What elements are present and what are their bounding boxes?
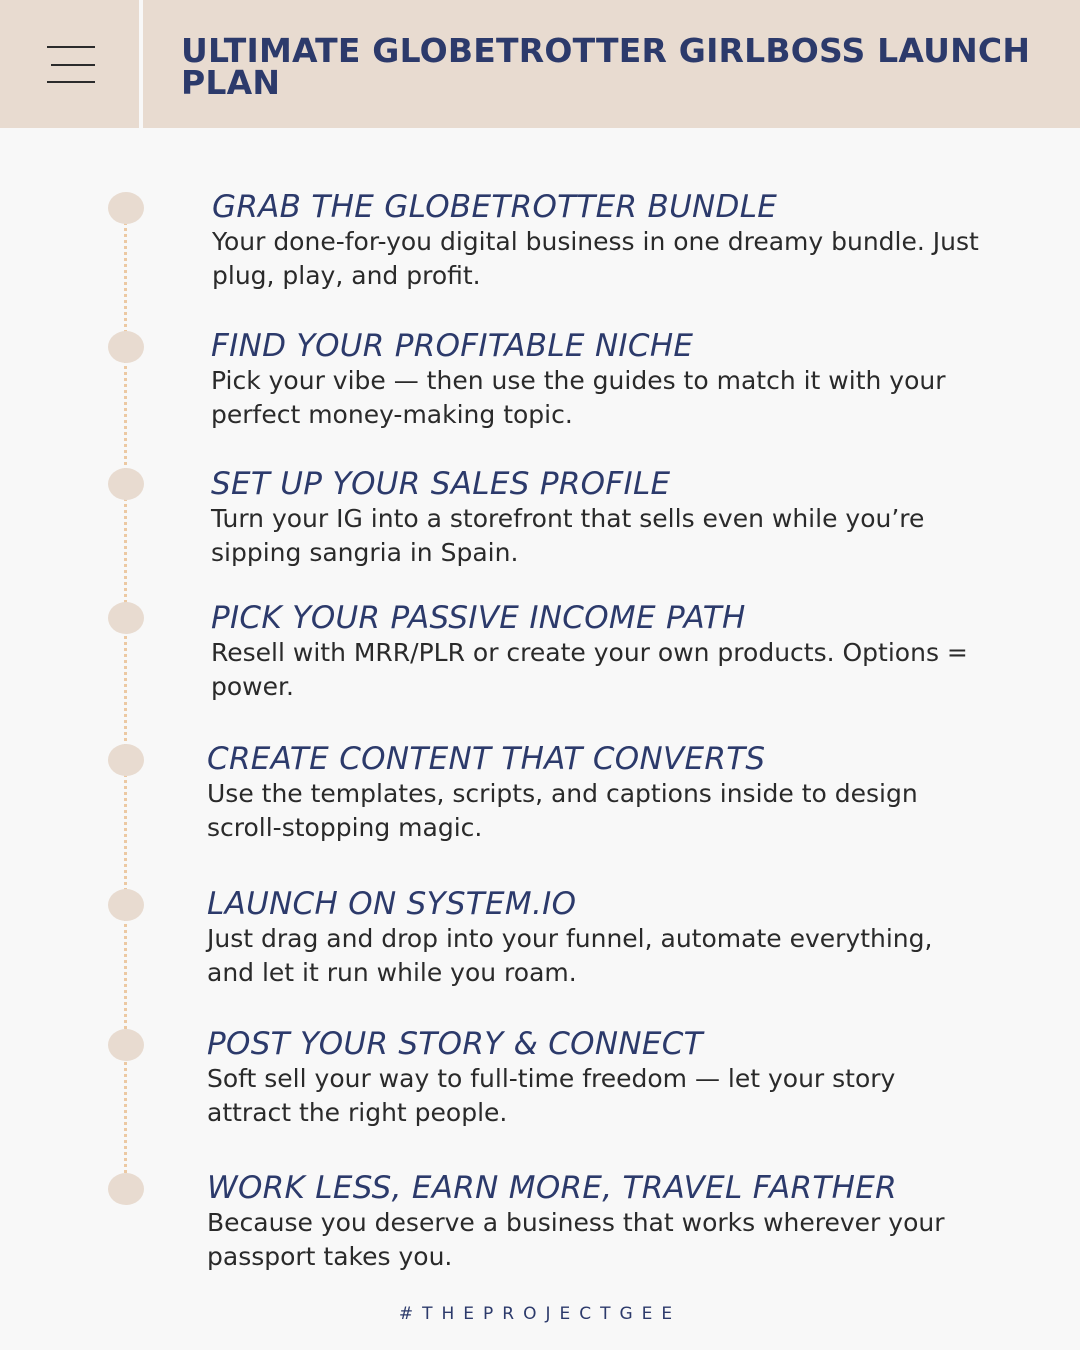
- timeline-step: [211, 466, 1011, 570]
- page-title: ULTIMATE GLOBETROTTER GIRLBOSS LAUNCH PLAN: [181, 31, 1031, 102]
- timeline-step: [207, 1170, 1007, 1274]
- header-banner: [0, 0, 1080, 128]
- step-title: FIND YOUR PROFITABLE NICHE: [211, 328, 694, 364]
- timeline-step: [211, 328, 1011, 432]
- timeline-dot: [108, 1173, 144, 1205]
- timeline-step: [207, 741, 1007, 845]
- step-description: Because you deserve a business that works wherever your passport takes you.: [207, 1208, 945, 1271]
- step-title: LAUNCH ON SYSTEM.IO: [207, 886, 577, 922]
- timeline-step: [212, 189, 1012, 293]
- header-divider: [139, 0, 143, 128]
- step-description: Your done-for-you digital business in one dreamy bundle. Just plug, play, and profit.: [212, 227, 979, 290]
- timeline-dot: [108, 192, 144, 224]
- timeline-dot: [108, 889, 144, 921]
- step-title: WORK LESS, EARN MORE, TRAVEL FARTHER: [207, 1170, 897, 1206]
- step-title: GRAB THE GLOBETROTTER BUNDLE: [212, 189, 778, 225]
- timeline-step: [211, 600, 1011, 704]
- step-description: Pick your vibe — then use the guides to match it with your perfect money-making topic.: [211, 366, 946, 429]
- step-title: POST YOUR STORY & CONNECT: [207, 1026, 703, 1062]
- step-title: PICK YOUR PASSIVE INCOME PATH: [211, 600, 746, 636]
- hamburger-menu-icon: [47, 46, 95, 82]
- footer-hashtag: #THEPROJECTGEE: [398, 1304, 682, 1324]
- step-title: CREATE CONTENT THAT CONVERTS: [207, 741, 766, 777]
- step-description: Resell with MRR/PLR or create your own products. Options = power.: [211, 638, 968, 701]
- timeline-dot: [108, 1029, 144, 1061]
- timeline-dot: [108, 468, 144, 500]
- timeline-step: [207, 1026, 1007, 1130]
- step-description: Use the templates, scripts, and captions inside to design scroll-stopping magic.: [207, 779, 918, 842]
- timeline-step: [207, 886, 1007, 990]
- timeline-dot: [108, 602, 144, 634]
- step-description: Turn your IG into a storefront that sells even while you’re sipping sangria in Spain.: [211, 504, 925, 567]
- timeline-dot: [108, 744, 144, 776]
- step-title: SET UP YOUR SALES PROFILE: [211, 466, 671, 502]
- step-description: Soft sell your way to full-time freedom — let your story attract the right people.: [207, 1064, 896, 1127]
- step-description: Just drag and drop into your funnel, automate everything, and let it run while you roam.: [207, 924, 933, 987]
- timeline-dot: [108, 331, 144, 363]
